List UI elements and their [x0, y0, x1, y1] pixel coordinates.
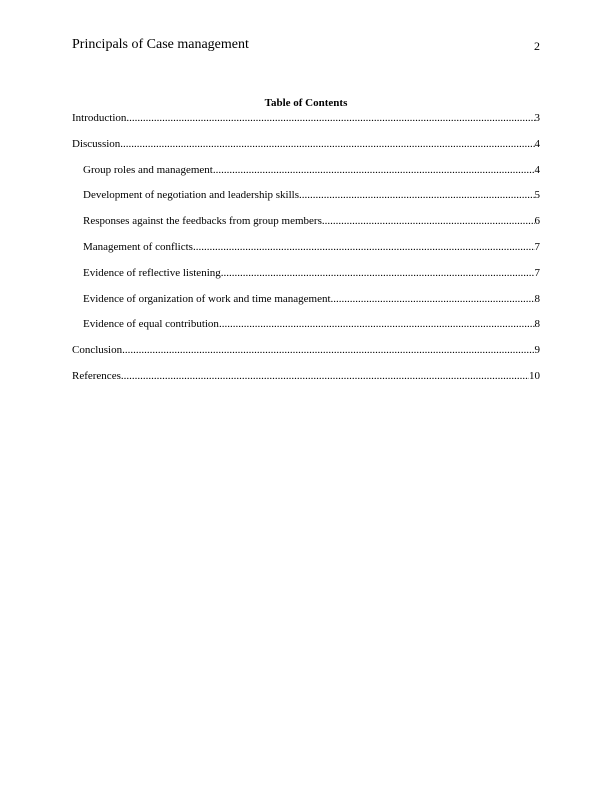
toc-dot-leader — [221, 266, 535, 281]
toc-entry-page: 7 — [534, 266, 540, 279]
toc-dot-leader — [122, 343, 534, 358]
toc-entry-label: Evidence of equal contribution — [83, 318, 219, 331]
page-number: 2 — [534, 39, 540, 53]
toc-entry-references[interactable] — [72, 369, 540, 384]
toc-heading: Table of Contents — [264, 97, 348, 109]
toc-entry-page: 10 — [529, 369, 540, 382]
toc-entry-label: Development of negotiation and leadership skills — [83, 189, 299, 202]
toc-entry-equal-contribution[interactable] — [72, 317, 540, 332]
toc-list — [72, 111, 540, 384]
toc-dot-leader — [193, 240, 535, 255]
toc-entry-page: 9 — [534, 344, 540, 357]
toc-entry-label: Responses against the feedbacks from group members — [83, 215, 322, 228]
toc-entry-introduction[interactable] — [72, 111, 540, 126]
toc-dot-leader — [331, 292, 535, 307]
toc-entry-page: 4 — [534, 137, 540, 150]
toc-entry-page: 3 — [534, 112, 540, 124]
toc-dot-leader — [299, 188, 535, 203]
toc-entry-label: Evidence of organization of work and time management — [83, 292, 331, 305]
toc-entry-conclusion[interactable] — [72, 343, 540, 358]
toc-entry-page: 7 — [534, 240, 540, 253]
toc-entry-discussion[interactable] — [72, 137, 540, 152]
page-header — [72, 35, 540, 55]
toc-entry-group-roles[interactable] — [72, 163, 540, 178]
toc-dot-leader — [213, 163, 535, 178]
toc-dot-leader — [219, 317, 535, 332]
toc-entry-label: Conclusion — [72, 344, 123, 357]
table-of-contents — [72, 95, 540, 395]
toc-dot-leader — [121, 369, 529, 384]
toc-entry-page: 8 — [534, 292, 540, 305]
toc-entry-negotiation-leadership[interactable] — [72, 188, 540, 203]
toc-entry-page: 5 — [534, 189, 540, 202]
toc-entry-conflict-management[interactable] — [72, 240, 540, 255]
toc-entry-page: 6 — [534, 215, 540, 228]
toc-entry-page: 8 — [534, 318, 540, 331]
toc-entry-feedback-responses[interactable] — [72, 214, 540, 229]
toc-entry-label: Introduction — [72, 112, 127, 124]
toc-entry-reflective-listening[interactable] — [72, 266, 540, 281]
toc-dot-leader — [120, 137, 534, 152]
toc-dot-leader — [126, 111, 534, 126]
document-title: Principals of Case management — [72, 37, 249, 52]
toc-entry-label: Discussion — [72, 137, 121, 150]
toc-entry-label: Management of conflicts — [83, 240, 193, 253]
toc-entry-label: Evidence of reflective listening — [83, 266, 221, 279]
toc-entry-label: References — [72, 369, 121, 382]
toc-entry-label: Group roles and management — [83, 163, 213, 176]
toc-entry-page: 4 — [534, 163, 540, 176]
toc-entry-work-time-management[interactable] — [72, 292, 540, 307]
toc-dot-leader — [322, 214, 535, 229]
